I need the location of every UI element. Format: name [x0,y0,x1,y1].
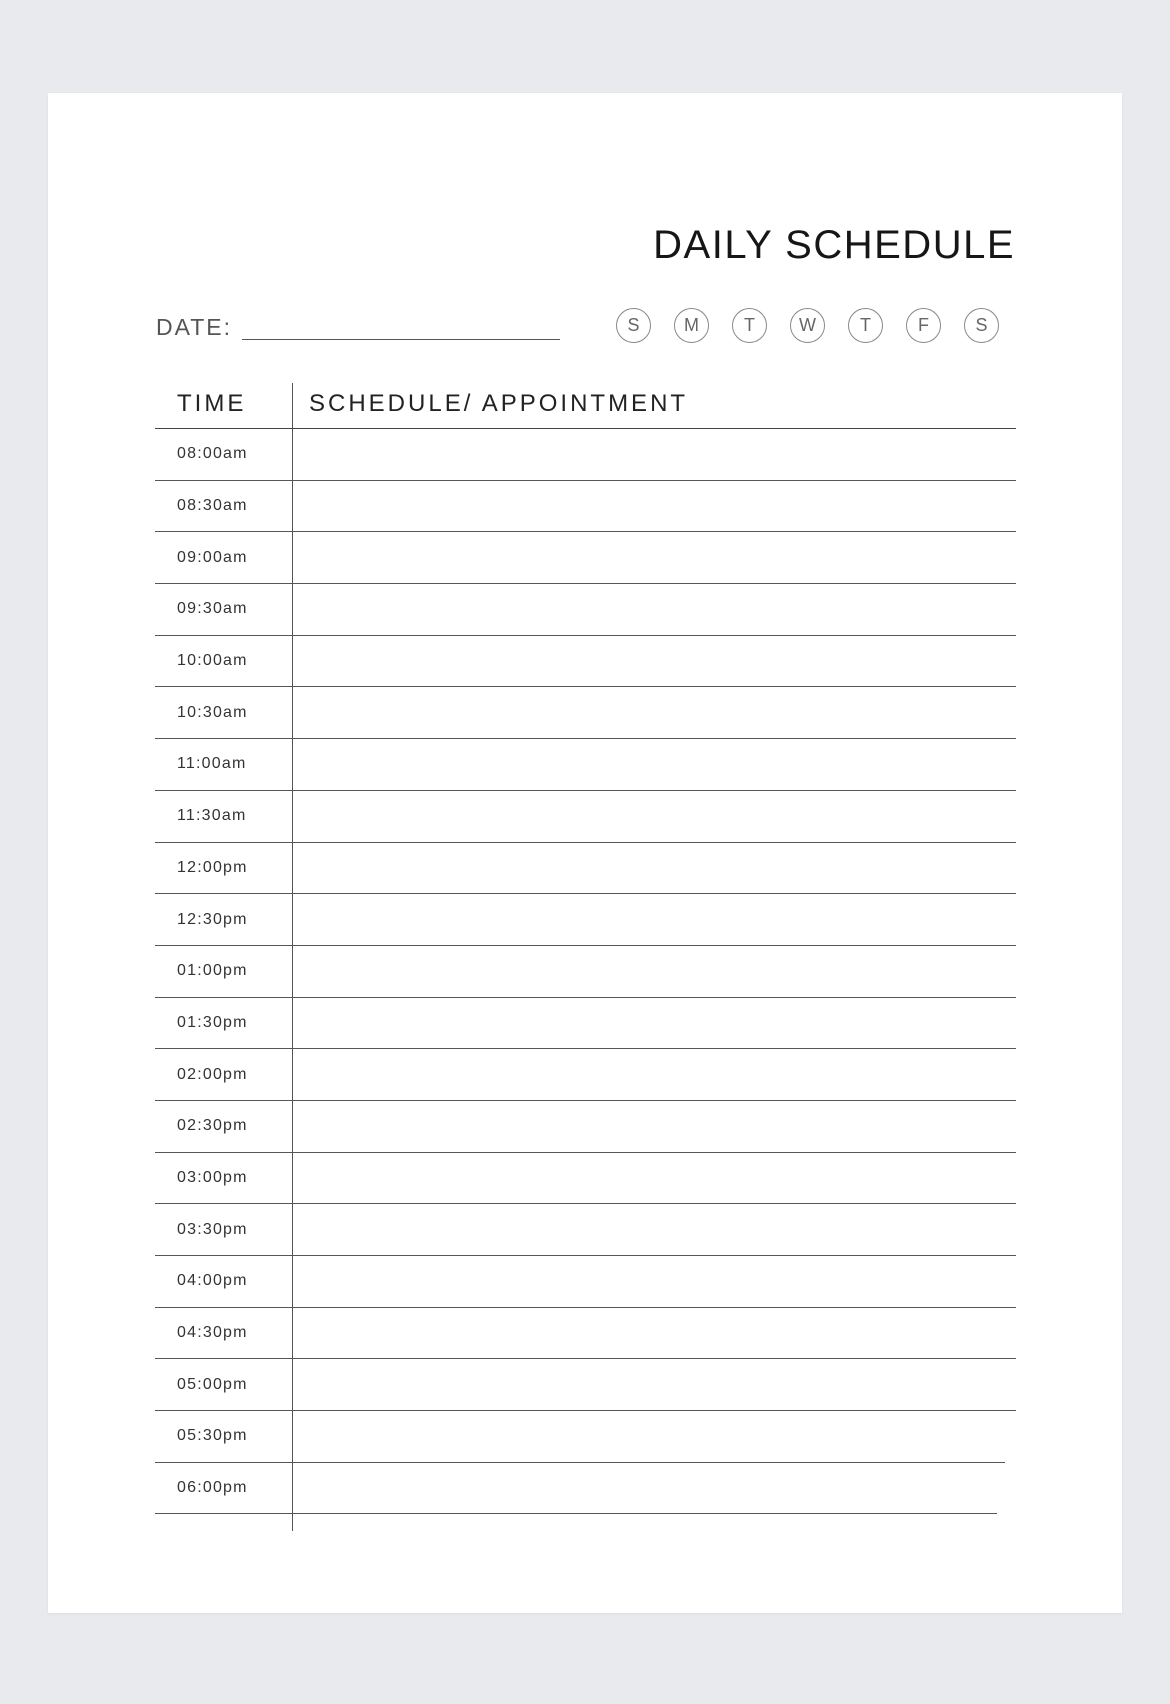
appointment-slot[interactable] [293,946,1016,997]
appointment-slot[interactable] [293,1463,997,1514]
appointment-slot[interactable] [293,894,1016,945]
table-row [155,739,1016,791]
appointment-slot[interactable] [293,429,1016,480]
appointment-slot[interactable] [293,532,1016,583]
time-label: 05:30pm [177,1427,248,1445]
table-row [155,791,1016,843]
date-row [156,308,1016,358]
table-row [155,584,1016,636]
time-label: 10:00am [177,652,248,670]
day-circle-tuesday[interactable]: T [732,308,767,343]
time-label: 11:30am [177,807,247,825]
appointment-slot[interactable] [293,584,1016,635]
appointment-slot[interactable] [293,1411,1005,1462]
time-label: 02:00pm [177,1065,248,1083]
date-field[interactable] [242,339,560,340]
schedule-column-header: SCHEDULE/ APPOINTMENT [309,390,689,417]
time-label: 06:00pm [177,1479,248,1497]
appointment-slot[interactable] [293,739,1016,790]
time-label: 08:00am [177,445,248,463]
time-label: 05:00pm [177,1375,248,1393]
time-label: 09:00am [177,548,248,566]
table-row [155,1153,1016,1205]
table-row [155,1359,1016,1411]
schedule-table [155,383,1016,1514]
table-row [155,687,1016,739]
appointment-slot[interactable] [293,1153,1016,1204]
appointment-slot[interactable] [293,1308,1016,1359]
time-label: 04:00pm [177,1272,248,1290]
appointment-slot[interactable] [293,636,1016,687]
time-label: 09:30am [177,600,248,618]
table-row [155,998,1016,1050]
table-row [155,1204,1016,1256]
table-row [155,1308,1016,1360]
table-row [155,1101,1016,1153]
time-label: 11:00am [177,755,247,773]
table-row [155,1411,1005,1463]
appointment-slot[interactable] [293,1204,1016,1255]
appointment-slot[interactable] [293,687,1016,738]
time-label: 04:30pm [177,1324,248,1342]
table-row [155,429,1016,481]
day-circle-saturday[interactable]: S [964,308,999,343]
day-circle-wednesday[interactable]: W [790,308,825,343]
day-circle-thursday[interactable]: T [848,308,883,343]
appointment-slot[interactable] [293,1359,1016,1410]
table-row [155,481,1016,533]
table-row [155,1256,1016,1308]
time-label: 01:30pm [177,1013,248,1031]
time-label: 12:30pm [177,910,248,928]
appointment-slot[interactable] [293,998,1016,1049]
appointment-slot[interactable] [293,481,1016,532]
time-label: 03:30pm [177,1220,248,1238]
appointment-slot[interactable] [293,1256,1016,1307]
appointment-slot[interactable] [293,791,1016,842]
table-row [155,532,1016,584]
day-circle-monday[interactable]: M [674,308,709,343]
time-label: 10:30am [177,703,248,721]
table-row [155,946,1016,998]
table-row [155,636,1016,688]
time-label: 02:30pm [177,1117,248,1135]
table-row [155,1049,1016,1101]
appointment-slot[interactable] [293,1049,1016,1100]
time-label: 12:00pm [177,858,248,876]
planner-page [48,93,1122,1613]
table-row [155,843,1016,895]
table-header [155,383,1016,429]
day-circle-sunday[interactable]: S [616,308,651,343]
date-label: DATE: [156,314,233,340]
weekday-selector [616,308,999,343]
day-circle-friday[interactable]: F [906,308,941,343]
table-row [155,894,1016,946]
appointment-slot[interactable] [293,843,1016,894]
time-label: 08:30am [177,497,248,515]
page-title: DAILY SCHEDULE [653,223,1015,267]
table-row [155,1463,997,1515]
time-label: 03:00pm [177,1168,248,1186]
time-label: 01:00pm [177,962,248,980]
appointment-slot[interactable] [293,1101,1016,1152]
time-column-header: TIME [177,390,247,417]
